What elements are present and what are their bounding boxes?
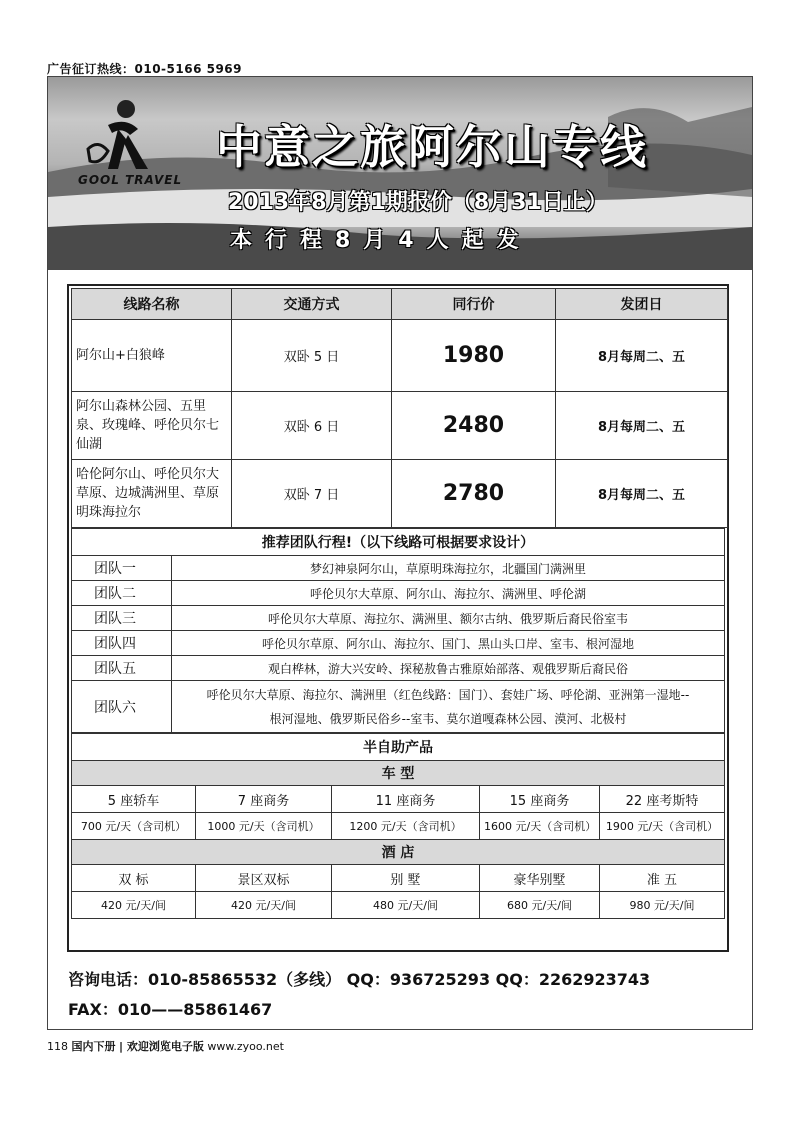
hotel-price: 680 元/天/间 <box>480 892 600 919</box>
hotel-type: 豪华别墅 <box>480 865 600 892</box>
car-price: 1200 元/天（含司机） <box>332 813 480 840</box>
group-label: 团队一 <box>72 556 172 581</box>
car-section-title: 车 型 <box>72 761 725 786</box>
car-type-row <box>72 786 725 813</box>
logo-figure-icon <box>78 99 158 175</box>
logo-text: GOOL TRAVEL <box>78 173 183 187</box>
group-desc-line1: 呼伦贝尔大草原、海拉尔、满洲里（红色线路：国门）、套娃广场、呼伦湖、亚洲第一湿地-- <box>206 687 690 702</box>
routes-header-row <box>72 289 728 320</box>
price-table-wrapper <box>67 284 729 952</box>
group-row <box>72 681 725 733</box>
group-desc-line2: 根河湿地、俄罗斯民俗乡--室韦、莫尔道嘎森林公园、漠河、北极村 <box>269 711 627 726</box>
semi-self-table <box>71 733 725 919</box>
page-number: 118 <box>47 1040 68 1053</box>
routes-table <box>71 288 728 528</box>
hotel-type: 别 墅 <box>332 865 480 892</box>
group-row <box>72 656 725 681</box>
departure-note: 本行程8月4人起发 <box>230 228 532 253</box>
route-name: 哈伦阿尔山、呼伦贝尔大草原、边城满洲里、草原明珠海拉尔 <box>72 460 232 528</box>
group-desc: 观白桦林，游大兴安岭、探秘敖鲁古雅原始部落、观俄罗斯后裔民俗 <box>172 656 725 681</box>
route-price: 2480 <box>392 392 556 460</box>
car-type: 11 座商务 <box>332 786 480 813</box>
group-row <box>72 631 725 656</box>
route-name: 阿尔山森林公园、五里泉、玫瑰峰、呼伦贝尔七仙湖 <box>72 392 232 460</box>
route-transport: 双卧 6 日 <box>232 392 392 460</box>
hotel-price: 980 元/天/间 <box>600 892 725 919</box>
car-type: 7 座商务 <box>196 786 332 813</box>
price-period: 2013年8月第1期报价（8月31日止） <box>228 190 608 215</box>
page-footer: 118 国内下册 | 欢迎浏览电子版 www.zyoo.net <box>47 1040 284 1053</box>
hotel-price: 480 元/天/间 <box>332 892 480 919</box>
contact-phone: 咨询电话：010-85865532（多线） QQ：936725293 QQ：2262923743 <box>68 970 651 989</box>
header-transport: 交通方式 <box>232 289 392 320</box>
group-section-title: 推荐团队行程!（以下线路可根据要求设计） <box>72 529 725 556</box>
group-row <box>72 581 725 606</box>
car-type: 22 座考斯特 <box>600 786 725 813</box>
route-transport: 双卧 7 日 <box>232 460 392 528</box>
hotel-price-row <box>72 892 725 919</box>
hotel-price: 420 元/天/间 <box>72 892 196 919</box>
hotel-type-row <box>72 865 725 892</box>
route-name: 阿尔山+白狼峰 <box>72 320 232 392</box>
hotel-type: 景区双标 <box>196 865 332 892</box>
route-depart: 8月每周二、五 <box>556 460 728 528</box>
banner <box>48 77 752 270</box>
footer-note: 欢迎浏览电子版 <box>126 1040 204 1053</box>
header-depart: 发团日 <box>556 289 728 320</box>
car-price: 1600 元/天（含司机） <box>480 813 600 840</box>
car-price-row <box>72 813 725 840</box>
car-price: 1000 元/天（含司机） <box>196 813 332 840</box>
car-type: 15 座商务 <box>480 786 600 813</box>
car-price: 1900 元/天（含司机） <box>600 813 725 840</box>
header-route-name: 线路名称 <box>72 289 232 320</box>
ad-hotline: 广告征订热线：010-5166 5969 <box>47 62 243 76</box>
hotel-section-title: 酒 店 <box>72 840 725 865</box>
hotel-type: 双 标 <box>72 865 196 892</box>
route-transport: 双卧 5 日 <box>232 320 392 392</box>
group-desc: 呼伦贝尔草原、阿尔山、海拉尔、国门、黑山头口岸、室韦、根河湿地 <box>172 631 725 656</box>
footer-url: www.zyoo.net <box>207 1040 284 1053</box>
footer-section: 国内下册 <box>71 1040 116 1053</box>
groups-table <box>71 528 725 733</box>
hotel-type: 准 五 <box>600 865 725 892</box>
contact-fax: FAX：010——85861467 <box>68 1000 273 1019</box>
car-type: 5 座轿车 <box>72 786 196 813</box>
hotel-price: 420 元/天/间 <box>196 892 332 919</box>
group-label: 团队二 <box>72 581 172 606</box>
group-label: 团队三 <box>72 606 172 631</box>
group-row <box>72 606 725 631</box>
header-price: 同行价 <box>392 289 556 320</box>
group-desc <box>172 681 725 733</box>
route-price: 1980 <box>392 320 556 392</box>
car-price: 700 元/天（含司机） <box>72 813 196 840</box>
route-row <box>72 320 728 392</box>
group-row <box>72 556 725 581</box>
group-label: 团队六 <box>72 681 172 733</box>
group-label: 团队四 <box>72 631 172 656</box>
group-label: 团队五 <box>72 656 172 681</box>
route-depart: 8月每周二、五 <box>556 320 728 392</box>
route-depart: 8月每周二、五 <box>556 392 728 460</box>
group-desc: 呼伦贝尔大草原、海拉尔、满洲里、额尔古纳、俄罗斯后裔民俗室韦 <box>172 606 725 631</box>
route-price: 2780 <box>392 460 556 528</box>
route-row <box>72 460 728 528</box>
route-row <box>72 392 728 460</box>
page-title: 中意之旅阿尔山专线 <box>216 120 648 174</box>
group-desc: 呼伦贝尔大草原、阿尔山、海拉尔、满洲里、呼伦湖 <box>172 581 725 606</box>
semi-section-title: 半自助产品 <box>72 734 725 761</box>
group-desc: 梦幻神泉阿尔山，草原明珠海拉尔，北疆国门满洲里 <box>172 556 725 581</box>
